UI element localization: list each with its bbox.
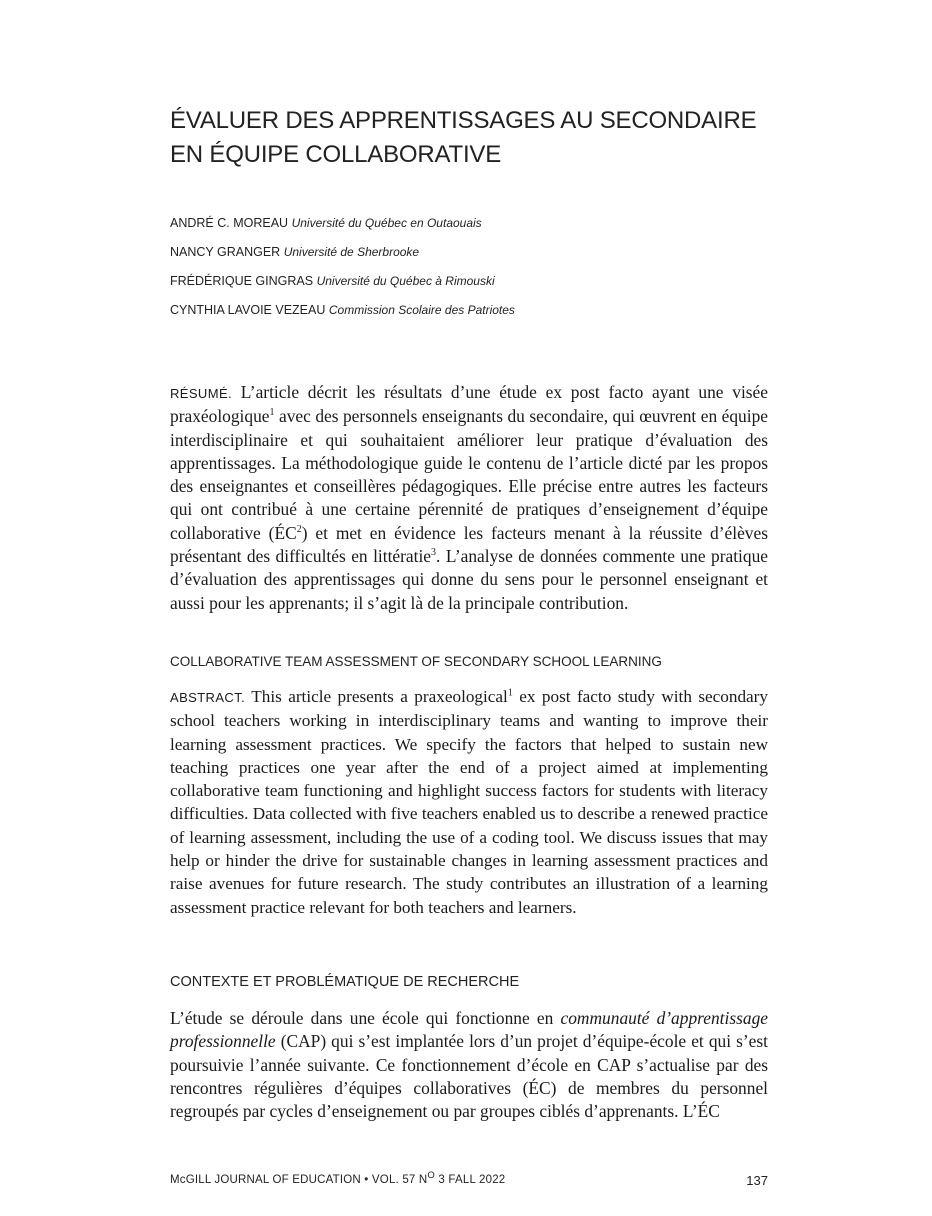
journal-citation-year: 3 FALL 2022 <box>435 1174 506 1186</box>
resume-paragraph <box>170 381 768 615</box>
footnote-ref-2[interactable]: 2 <box>296 523 302 535</box>
abstract-paragraph <box>170 685 768 919</box>
resume-text-4: . L’analyse de données commente une pratique d’évaluation des apprentissages qui donne du sens pour le personnel enseignant et aussi pour les apprenants; il s’agit là de la principale contribution. <box>170 546 768 613</box>
body-text-2: (CAP) qui s’est implantée lors d’un projet d’équipe-école et qui s’est poursuivie l’année suivante. Ce fonctionnement d’école en CAP s’actualise par des rencontres régulières d’équipes collaboratives (ÉC) de membres du personnel regroupés par cycles d’enseignement ou par groupes ciblés d’apprenants. L’ÉC <box>170 1031 768 1122</box>
author-entry <box>170 213 768 242</box>
author-affiliation: Université du Québec en Outaouais <box>291 216 482 230</box>
body-text-1: L’étude se déroule dans une école qui fonctionne en <box>170 1008 561 1028</box>
body-emphasis: communauté d’apprentissage professionnelle <box>170 1008 768 1052</box>
author-name: FRÉDÉRIQUE GINGRAS <box>170 274 314 288</box>
footnote-ref-1-en[interactable]: 1 <box>507 687 513 699</box>
author-list <box>170 213 768 329</box>
journal-number-sup: O <box>427 1170 436 1182</box>
resume-text-3: ) et met en évidence les facteurs menant à la réussite d’élèves présentant des difficultés en littératie <box>170 522 768 567</box>
abstract-label: ABSTRACT. <box>170 690 246 705</box>
author-entry <box>170 271 768 300</box>
page-number: 137 <box>746 1173 768 1188</box>
article-title-line-1: ÉVALUER DES APPRENTISSAGES AU SECONDAIRE <box>170 107 757 134</box>
journal-citation <box>170 1170 506 1186</box>
body-paragraph <box>170 1007 768 1123</box>
author-affiliation: Université du Québec à Rimouski <box>316 274 495 288</box>
author-affiliation: Université de Sherbrooke <box>283 245 420 259</box>
author-name: CYNTHIA LAVOIE VEZEAU <box>170 303 326 317</box>
author-name: NANCY GRANGER <box>170 245 281 259</box>
abstract-text-2: ex post facto study with secondary school teachers working in interdisciplinary teams and wanting to improve their learning assessment practices. We specify the factors that helped to sustain new teaching practices one year after the end of a project aimed at implementing collaborative team functioning and highlight success factors for students with literacy difficulties. Data collected with five teachers enabled us to describe a renewed practice of learning assessment, including the use of a coding tool. We discuss issues that may help or hinder the drive for sustainable changes in learning assessment practices and raise avenues for future research. The study contributes an illustration of a learning assessment practice relevant for both teachers and learners. <box>170 687 768 917</box>
journal-citation-text: McGILL JOURNAL OF EDUCATION • VOL. 57 N <box>170 1174 428 1186</box>
resume-text-1: L’article décrit les résultats d’une étude ex post facto ayant une visée praxéologique <box>170 382 768 427</box>
english-title: COLLABORATIVE TEAM ASSESSMENT OF SECONDARY SCHOOL LEARNING <box>170 654 662 669</box>
resume-label: RÉSUMÉ. <box>170 386 233 401</box>
author-name: ANDRÉ C. MOREAU <box>170 216 289 230</box>
article-title <box>170 104 768 172</box>
author-entry <box>170 242 768 271</box>
article-title-line-2: EN ÉQUIPE COLLABORATIVE <box>170 141 502 168</box>
author-entry <box>170 300 768 329</box>
abstract-text-1: This article presents a praxeological <box>245 687 508 706</box>
footnote-ref-1[interactable]: 1 <box>269 407 275 419</box>
resume-text-2: avec des personnels enseignants du secondaire, qui œuvrent en équipe interdisciplinaire et qui souhaitaient améliorer leur pratique d’évaluation des apprentissages. La méthodologique guide le contenu de l’article dicté par les propos des enseignantes et conseillères pédagogiques. Elle précise entre autres les facteurs qui ont contribué à une certaine pérennité de pratiques d’enseignement d’équipe collaborative (ÉC <box>170 406 768 543</box>
author-affiliation: Commission Scolaire des Patriotes <box>328 303 515 317</box>
footnote-ref-3[interactable]: 3 <box>431 547 437 559</box>
section-heading: CONTEXTE ET PROBLÉMATIQUE DE RECHERCHE <box>170 974 520 990</box>
